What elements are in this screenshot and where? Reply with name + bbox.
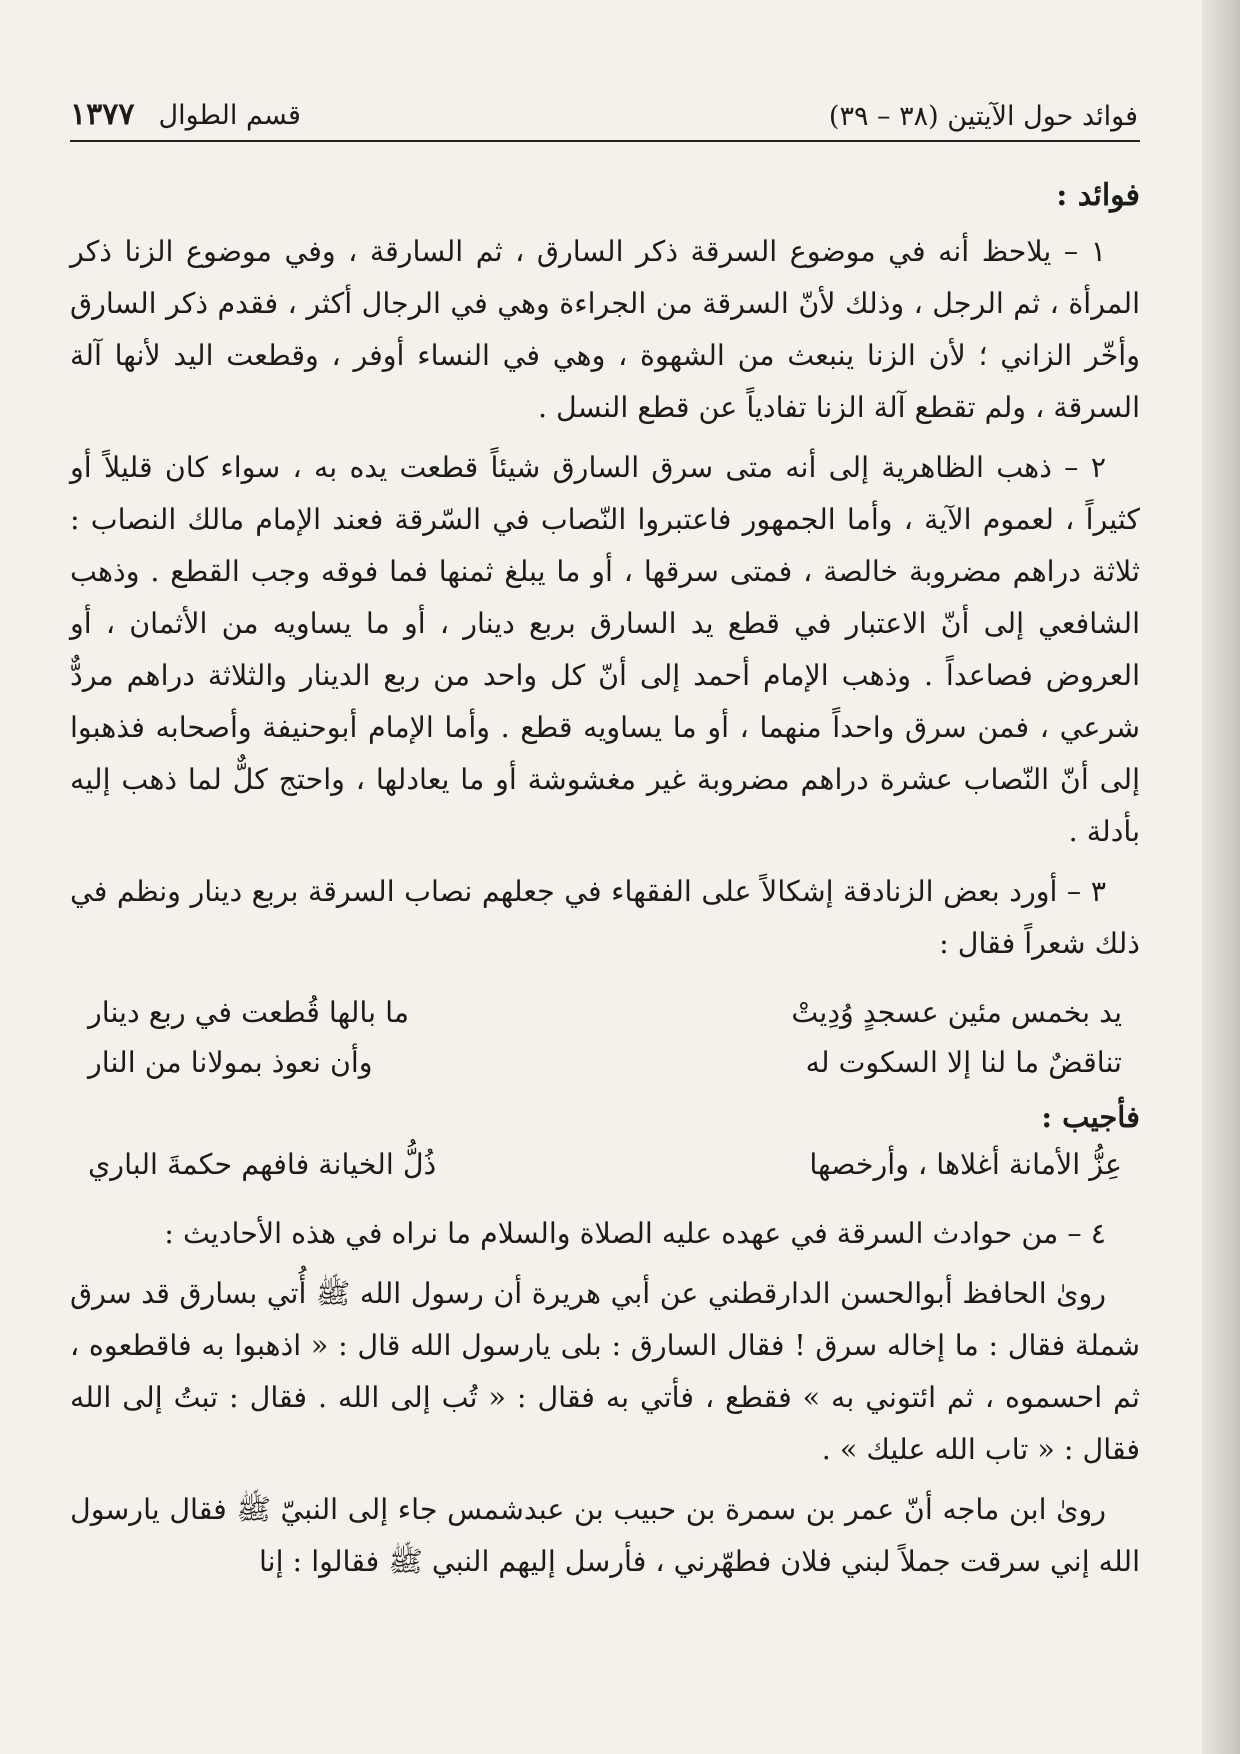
paragraph-3: ٣ – أورد بعض الزنادقة إشكالاً على الفقهاء في جعلهم نصاب السرقة بربع دينار ونظم في ذلك شعراً فقال : xyxy=(70,875,1140,960)
page-header xyxy=(70,82,1140,132)
section-name: قسم الطوال xyxy=(158,100,301,131)
section-title: فوائد : xyxy=(1056,178,1140,213)
verse-3-second-hemistich: ذُلُّ الخيانة فافهم حكمةَ الباري xyxy=(88,1148,437,1181)
verse-1-second-hemistich: ما بالها قُطعت في ربع دينار xyxy=(88,996,410,1029)
answer-label: فأجيب : xyxy=(1041,1100,1140,1134)
paragraph-1: ١ – يلاحظ أنه في موضوع السرقة ذكر السارق ، ثم السارقة ، وفي موضوع الزنا ذكر المرأة ، ثم الرجل ، وذلك لأنّ السرقة من الجراءة وهي في الرجال أكثر ، فقدم ذكر السارق وأخّر الزاني ؛ لأن الزنا ينبعث من الشهوة ، وهي في النساء أوفر ، وقطعت اليد لأنها آلة السرقة ، ولم تقطع آلة الزنا تفادياً عن قطع النسل . xyxy=(70,235,1140,424)
paragraph-6: روىٰ ابن ماجه أنّ عمر بن سمرة بن حبيب بن عبدشمس جاء إلى النبيّ ﷺ فقال يارسول الله إني سرقت جملاً لبني فلان فطهّرني ، فأرسل إليهم النبي ﷺ فقالوا : إنا xyxy=(70,1493,1140,1578)
verse-2-first-hemistich: تناقضٌ ما لنا إلا السكوت له xyxy=(805,1046,1122,1079)
page-edge-shadow xyxy=(1202,0,1240,1754)
book-page xyxy=(70,60,1140,1730)
verse-2-second-hemistich: وأن نعوذ بمولانا من النار xyxy=(88,1046,373,1079)
verse-3-first-hemistich: عِزُّ الأمانة أغلاها ، وأرخصها xyxy=(809,1148,1122,1181)
paragraph-5: روىٰ الحافظ أبوالحسن الدارقطني عن أبي هريرة أن رسول الله ﷺ أُتي بسارق قد سرق شملة فقال : ما إخاله سرق ! فقال السارق : بلى يارسول الله قال : « اذهبوا به فاقطعوه ، ثم احسموه ، ثم ائتوني به » فقطع ، فأتي به فقال : « تُب إلى الله . فقال : تبتُ إلى الله فقال : « تاب الله عليك » . xyxy=(70,1277,1140,1466)
paragraph-4: ٤ – من حوادث السرقة في عهده عليه الصلاة والسلام ما نراه في هذه الأحاديث : xyxy=(164,1217,1106,1250)
page-body xyxy=(70,170,1140,1596)
verse-1-first-hemistich: يد بخمس مئين عسجدٍ وُدِيتْ xyxy=(791,996,1122,1029)
verse-line-2 xyxy=(70,1038,1140,1088)
paragraph-2: ٢ – ذهب الظاهرية إلى أنه متى سرق السارق شيئاً قطعت يده به ، سواء كان قليلاً أو كثيراً ، لعموم الآية ، وأما الجمهور فاعتبروا النّصاب في السّرقة فعند الإمام مالك النصاب : ثلاثة دراهم مضروبة خالصة ، فمتى سرقها ، أو ما يبلغ ثمنها فما فوقه وجب القطع . وذهب الشافعي إلى أنّ الاعتبار في قطع يد السارق بربع دينار ، أو ما يساويه من الأثمان ، أو العروض فصاعداً . وذهب الإمام أحمد إلى أنّ كل واحد من ربع الدينار والثلاثة دراهم مردٌّ شرعي ، فمن سرق واحداً منهما ، أو ما يساويه قطع . وأما الإمام أبوحنيفة وأصحابه فذهبوا إلى أنّ النّصاب عشرة دراهم مضروبة غير مغشوشة أو ما يعادلها ، واحتج كلٌّ لما ذهب إليه بأدلة . xyxy=(70,451,1140,848)
page-number: ١٣٧٧ xyxy=(70,97,135,132)
header-left xyxy=(70,97,301,132)
header-rule xyxy=(70,140,1140,142)
verse-line-3 xyxy=(70,1140,1140,1190)
verse-line-1 xyxy=(70,988,1140,1038)
running-title: فوائد حول الآيتين (٣٨ – ٣٩) xyxy=(828,101,1138,132)
